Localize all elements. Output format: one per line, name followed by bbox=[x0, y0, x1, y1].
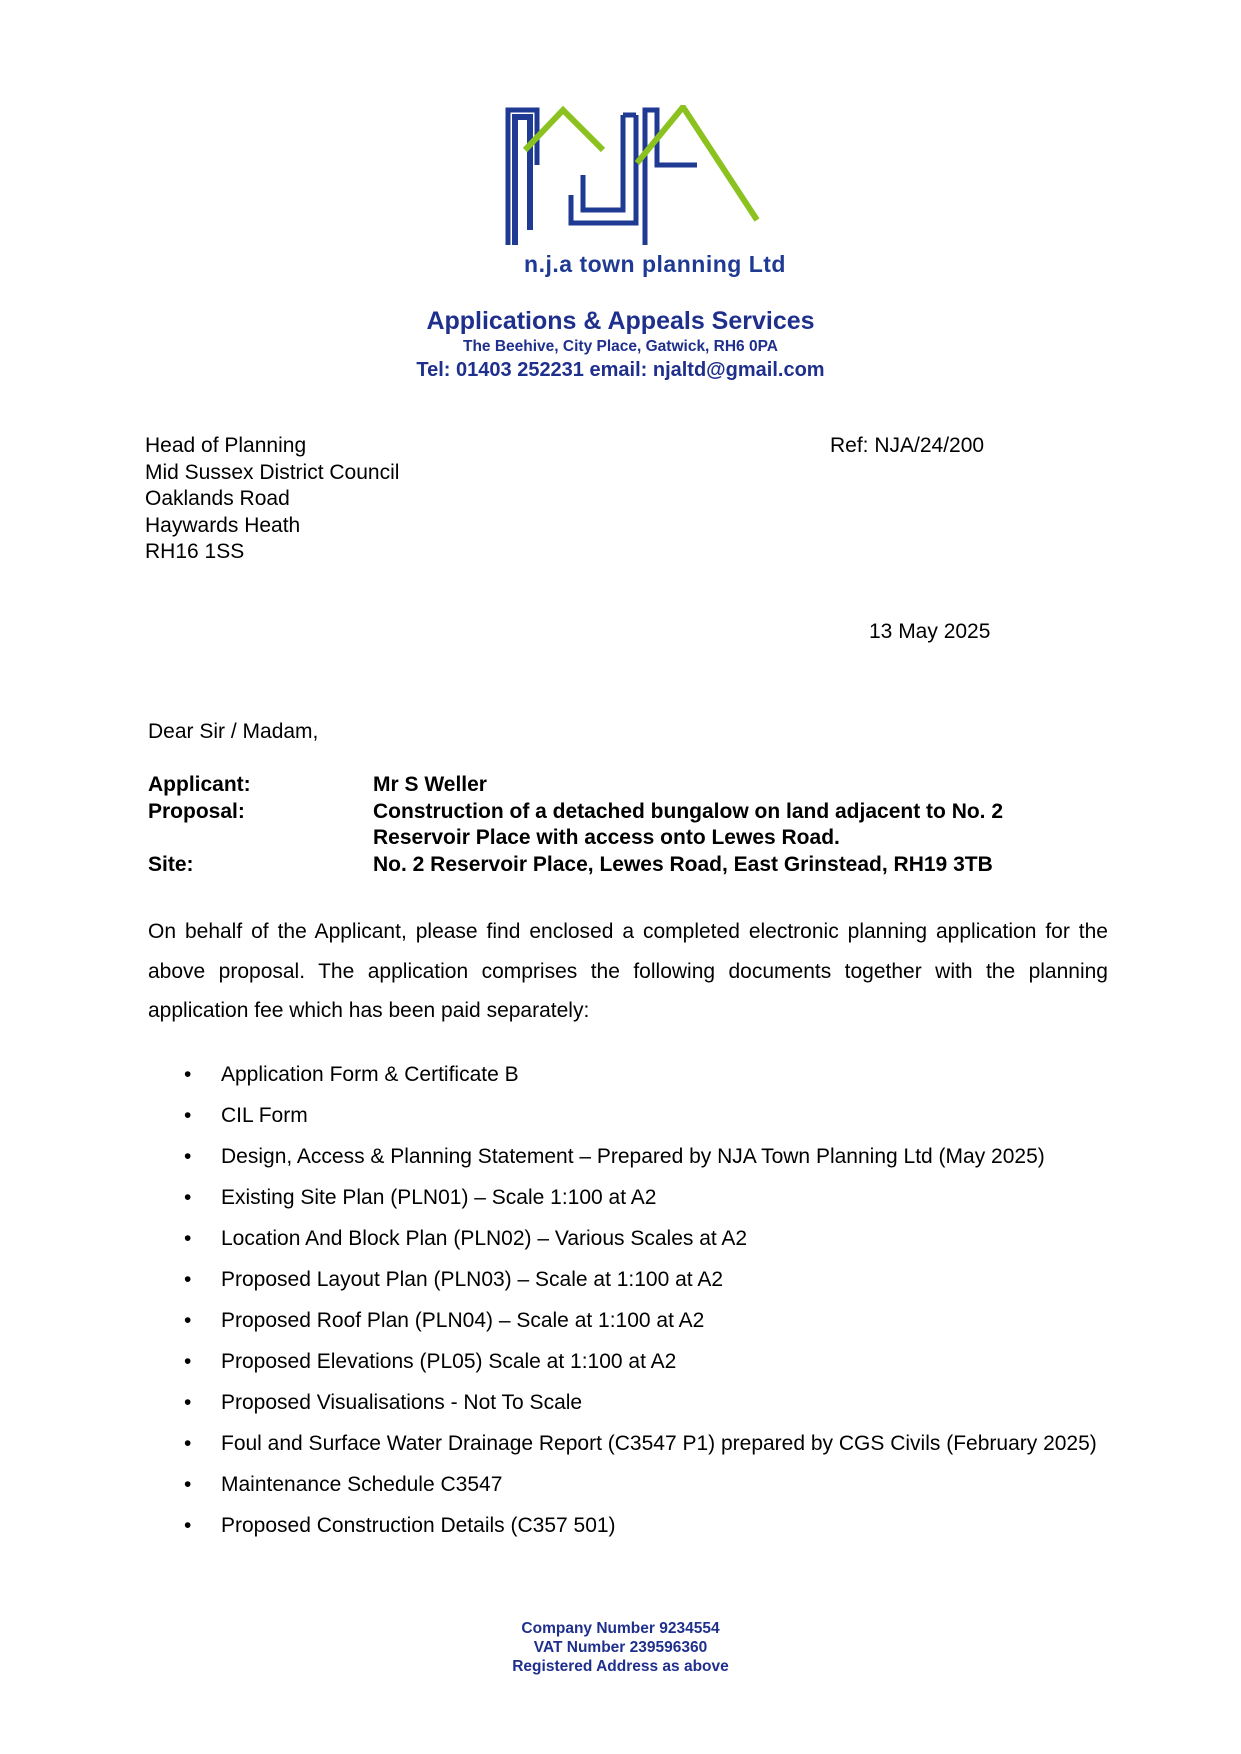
list-item bbox=[148, 1465, 1108, 1504]
list-item bbox=[148, 1424, 1108, 1463]
enclosed-documents-list bbox=[148, 1055, 1108, 1547]
nja-logo-graphic bbox=[505, 105, 805, 255]
bullet-icon: • bbox=[184, 1309, 192, 1332]
list-item bbox=[148, 1301, 1108, 1340]
application-details bbox=[148, 772, 1108, 878]
company-number: Company Number 9234554 bbox=[521, 1620, 720, 1637]
bullet-icon: • bbox=[184, 1514, 192, 1537]
page-footer bbox=[0, 1619, 1241, 1676]
bullet-icon: • bbox=[184, 1104, 192, 1127]
recipient-line: Head of Planning bbox=[145, 434, 307, 457]
applicant-value: Mr S Weller bbox=[373, 773, 487, 796]
logo-company-text: n.j.a town planning Ltd bbox=[524, 251, 786, 277]
list-item bbox=[148, 1506, 1108, 1545]
bullet-icon: • bbox=[184, 1473, 192, 1496]
letterhead-contact: Tel: 01403 252231 email: njaltd@gmail.com bbox=[416, 359, 825, 381]
applicant-row bbox=[148, 772, 1108, 799]
list-item bbox=[148, 1096, 1108, 1135]
site-label: Site: bbox=[148, 852, 194, 876]
list-item bbox=[148, 1137, 1108, 1176]
bullet-icon: • bbox=[184, 1391, 192, 1414]
bullet-icon: • bbox=[184, 1063, 192, 1086]
bullet-icon: • bbox=[184, 1186, 192, 1209]
list-item bbox=[148, 1383, 1108, 1422]
salutation: Dear Sir / Madam, bbox=[148, 720, 319, 743]
list-item bbox=[148, 1178, 1108, 1217]
applicant-label: Applicant: bbox=[148, 773, 251, 796]
recipient-line: Mid Sussex District Council bbox=[145, 460, 400, 484]
site-value: No. 2 Reservoir Place, Lewes Road, East Grinstead, RH19 3TB bbox=[373, 852, 993, 876]
list-item bbox=[148, 1260, 1108, 1299]
bullet-icon: • bbox=[184, 1432, 192, 1455]
recipient-line: Oaklands Road bbox=[145, 487, 290, 510]
proposal-line: Construction of a detached bungalow on land adjacent to No. 2 bbox=[373, 799, 1004, 823]
intro-paragraph: On behalf of the Applicant, please find enclosed a completed electronic planning application for the above proposal. The application comprises the following documents together with the planning application fee which has been paid separately: bbox=[148, 920, 1108, 1022]
recipient-address bbox=[145, 433, 399, 566]
document-name: Proposed Layout Plan (PLN03) – Scale at 1:100 at A2 bbox=[221, 1268, 724, 1291]
document-name: Location And Block Plan (PLN02) – Various Scales at A2 bbox=[221, 1227, 748, 1250]
services-title: Applications & Appeals Services bbox=[426, 307, 815, 335]
registered-address-note: Registered Address as above bbox=[512, 1658, 729, 1675]
document-name: Design, Access & Planning Statement – Prepared by NJA Town Planning Ltd (May 2025) bbox=[221, 1145, 1045, 1168]
site-row bbox=[148, 852, 1108, 879]
list-item bbox=[148, 1219, 1108, 1258]
company-logo bbox=[505, 105, 805, 285]
bullet-icon: • bbox=[184, 1227, 192, 1250]
document-name: Proposed Elevations (PL05) Scale at 1:100 at A2 bbox=[221, 1350, 677, 1373]
proposal-value bbox=[373, 799, 1108, 852]
proposal-row bbox=[148, 799, 1108, 852]
document-name: Proposed Construction Details (C357 501) bbox=[221, 1514, 616, 1537]
proposal-line: Reservoir Place with access onto Lewes Road. bbox=[373, 826, 840, 849]
recipient-line: Haywards Heath bbox=[145, 513, 301, 537]
document-name: CIL Form bbox=[221, 1104, 308, 1127]
letter-date: 13 May 2025 bbox=[869, 620, 991, 643]
recipient-line: RH16 1SS bbox=[145, 540, 245, 563]
letterhead-address: The Beehive, City Place, Gatwick, RH6 0PA bbox=[462, 338, 778, 355]
document-name: Application Form & Certificate B bbox=[221, 1063, 519, 1086]
vat-number: VAT Number 239596360 bbox=[533, 1639, 708, 1656]
bullet-icon: • bbox=[184, 1268, 192, 1291]
proposal-label: Proposal: bbox=[148, 799, 245, 823]
bullet-icon: • bbox=[184, 1350, 192, 1373]
document-name: Foul and Surface Water Drainage Report (C3547 P1) prepared by CGS Civils (February 2025) bbox=[221, 1432, 1097, 1455]
document-name: Proposed Visualisations - Not To Scale bbox=[221, 1391, 583, 1414]
document-name: Existing Site Plan (PLN01) – Scale 1:100 at A2 bbox=[221, 1186, 657, 1209]
reference-number: Ref: NJA/24/200 bbox=[830, 434, 985, 457]
list-item bbox=[148, 1055, 1108, 1094]
bullet-icon: • bbox=[184, 1145, 192, 1168]
document-name: Maintenance Schedule C3547 bbox=[221, 1473, 503, 1496]
list-item bbox=[148, 1342, 1108, 1381]
document-name: Proposed Roof Plan (PLN04) – Scale at 1:100 at A2 bbox=[221, 1309, 705, 1332]
letterhead bbox=[0, 305, 1241, 383]
